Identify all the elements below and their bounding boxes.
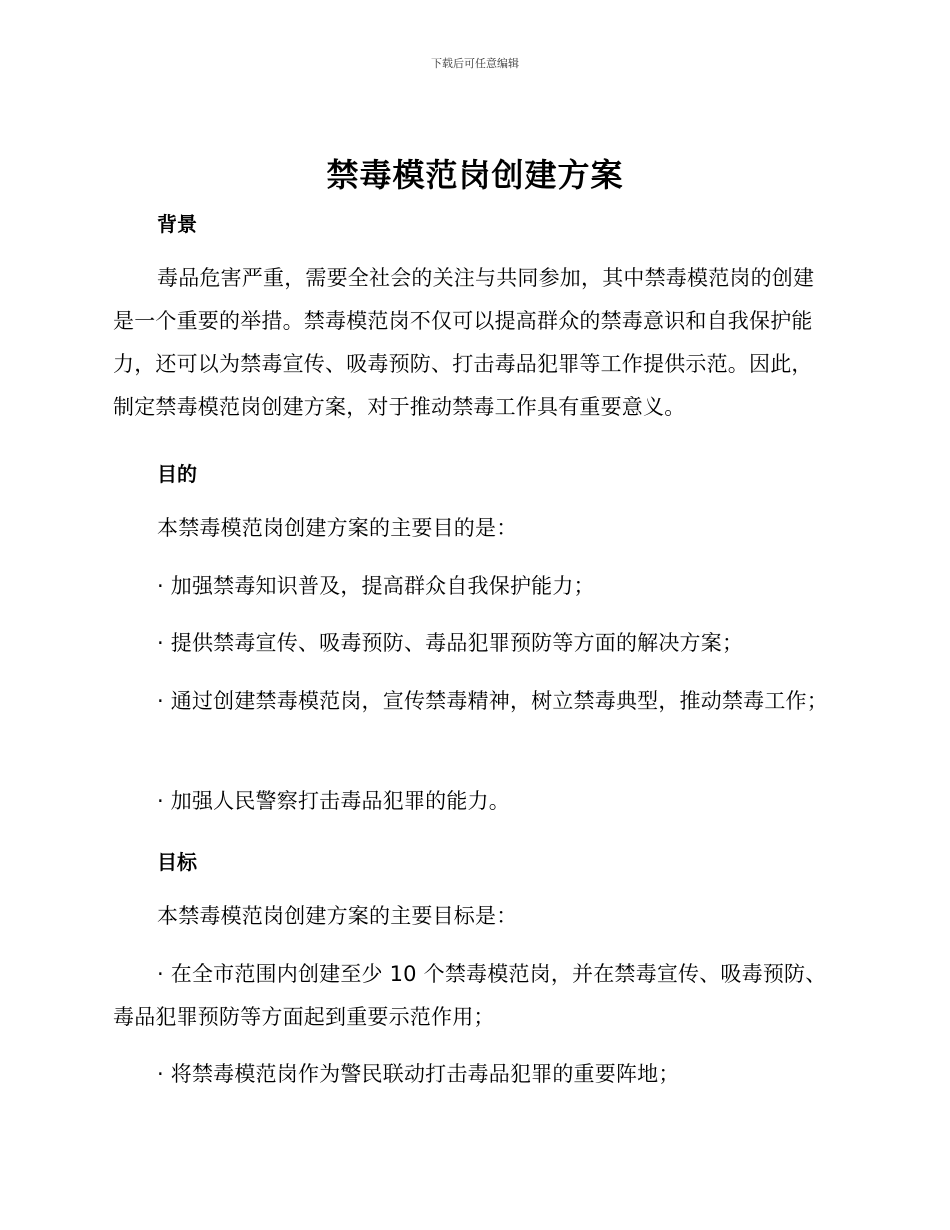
purpose-list-item: · 加强禁毒知识普及，提高群众自我保护能力； [157,574,595,598]
goals-intro: 本禁毒模范岗创建方案的主要目标是： [157,904,518,928]
section-heading-background: 背景 [157,212,197,236]
section-heading-goals: 目标 [157,850,197,874]
purpose-intro: 本禁毒模范岗创建方案的主要目的是： [157,516,518,540]
purpose-list-item: · 通过创建禁毒模范岗，宣传禁毒精神，树立禁毒典型，推动禁毒工作； [157,689,828,713]
purpose-list-item: · 提供禁毒宣传、吸毒预防、毒品犯罪预防等方面的解决方案； [157,631,744,655]
goals-list-item: · 在全市范围内创建至少 10 个禁毒模范岗，并在禁毒宣传、吸毒预防、毒品犯罪预防等方面起到重要示范作用； [113,962,827,1029]
purpose-list-item: · 加强人民警察打击毒品犯罪的能力。 [157,789,510,813]
document-title: 禁毒模范岗创建方案 [326,156,624,194]
page-header-note: 下载后可任意编辑 [431,57,519,70]
section-heading-purpose: 目的 [157,462,197,486]
background-paragraph: 毒品危害严重，需要全社会的关注与共同参加，其中禁毒模范岗的创建是一个重要的举措。禁毒模范岗不仅可以提高群众的禁毒意识和自我保护能力，还可以为禁毒宣传、吸毒预防、打击毒品犯罪等工作提供示范。因此，制定禁毒模范岗创建方案，对于推动禁毒工作具有重要意义。 [113,266,815,419]
goals-list-item: · 将禁毒模范岗作为警民联动打击毒品犯罪的重要阵地； [157,1062,680,1086]
